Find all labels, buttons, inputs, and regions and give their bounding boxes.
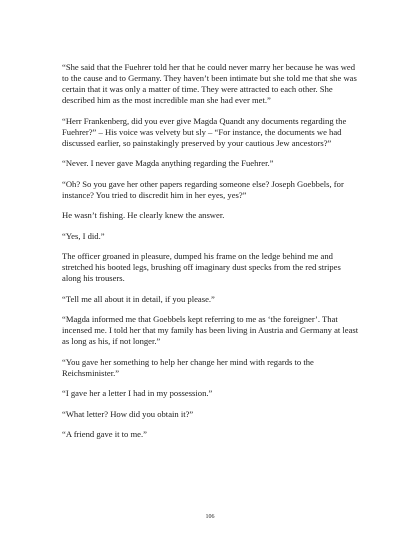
body-text [62, 62, 360, 440]
paragraph: “Herr Frankenberg, did you ever give Magda Quandt any documents regarding the Fuehrer?” – His voice was velvety but sly – “For instance, the documents we had discussed earlier, so painstakingly preserved by your cautious Jew ancestors?” [62, 115, 347, 148]
page-number: 106 [205, 514, 215, 520]
paragraph: “Magda informed me that Goebbels kept referring to me as ‘the foreigner’. That incensed me. I told her that my family has been living in Austria and Germany at least as long as his, if not longer.” [62, 314, 359, 346]
paragraph: “Never. I never gave Magda anything regarding the Fuehrer.” [62, 158, 274, 168]
paragraph: “Oh? So you gave her other papers regarding someone else? Joseph Goebbels, for instance? You tried to discredit him in her eyes, yes?” [62, 178, 344, 200]
paragraph: He wasn’t fishing. He clearly knew the answer. [62, 210, 225, 220]
paragraph: “I gave her a letter I had in my possession.” [62, 388, 213, 398]
paragraph: “She said that the Fuehrer told her that he could never marry her because he was wed to the cause and to Germany. They haven’t been intimate but she told me that she was certain that it was only a matter of time. They were attracted to each other. She described him as the most incredible man she had ever met.” [62, 62, 357, 105]
paragraph: “Yes, I did.” [62, 230, 105, 241]
paragraph: “Tell me all about it in detail, if you please.” [62, 293, 215, 304]
paragraph: “What letter? How did you obtain it?” [62, 408, 194, 419]
paragraph: The officer groaned in pleasure, dumped his frame on the ledge behind me and stretched his booted legs, brushing off imaginary dust specks from the red stripes along his trousers. [62, 251, 341, 283]
paragraph: “You gave her something to help her change her mind with regards to the Reichsminister.” [62, 356, 314, 378]
paragraph: “A friend gave it to me.” [62, 429, 147, 439]
